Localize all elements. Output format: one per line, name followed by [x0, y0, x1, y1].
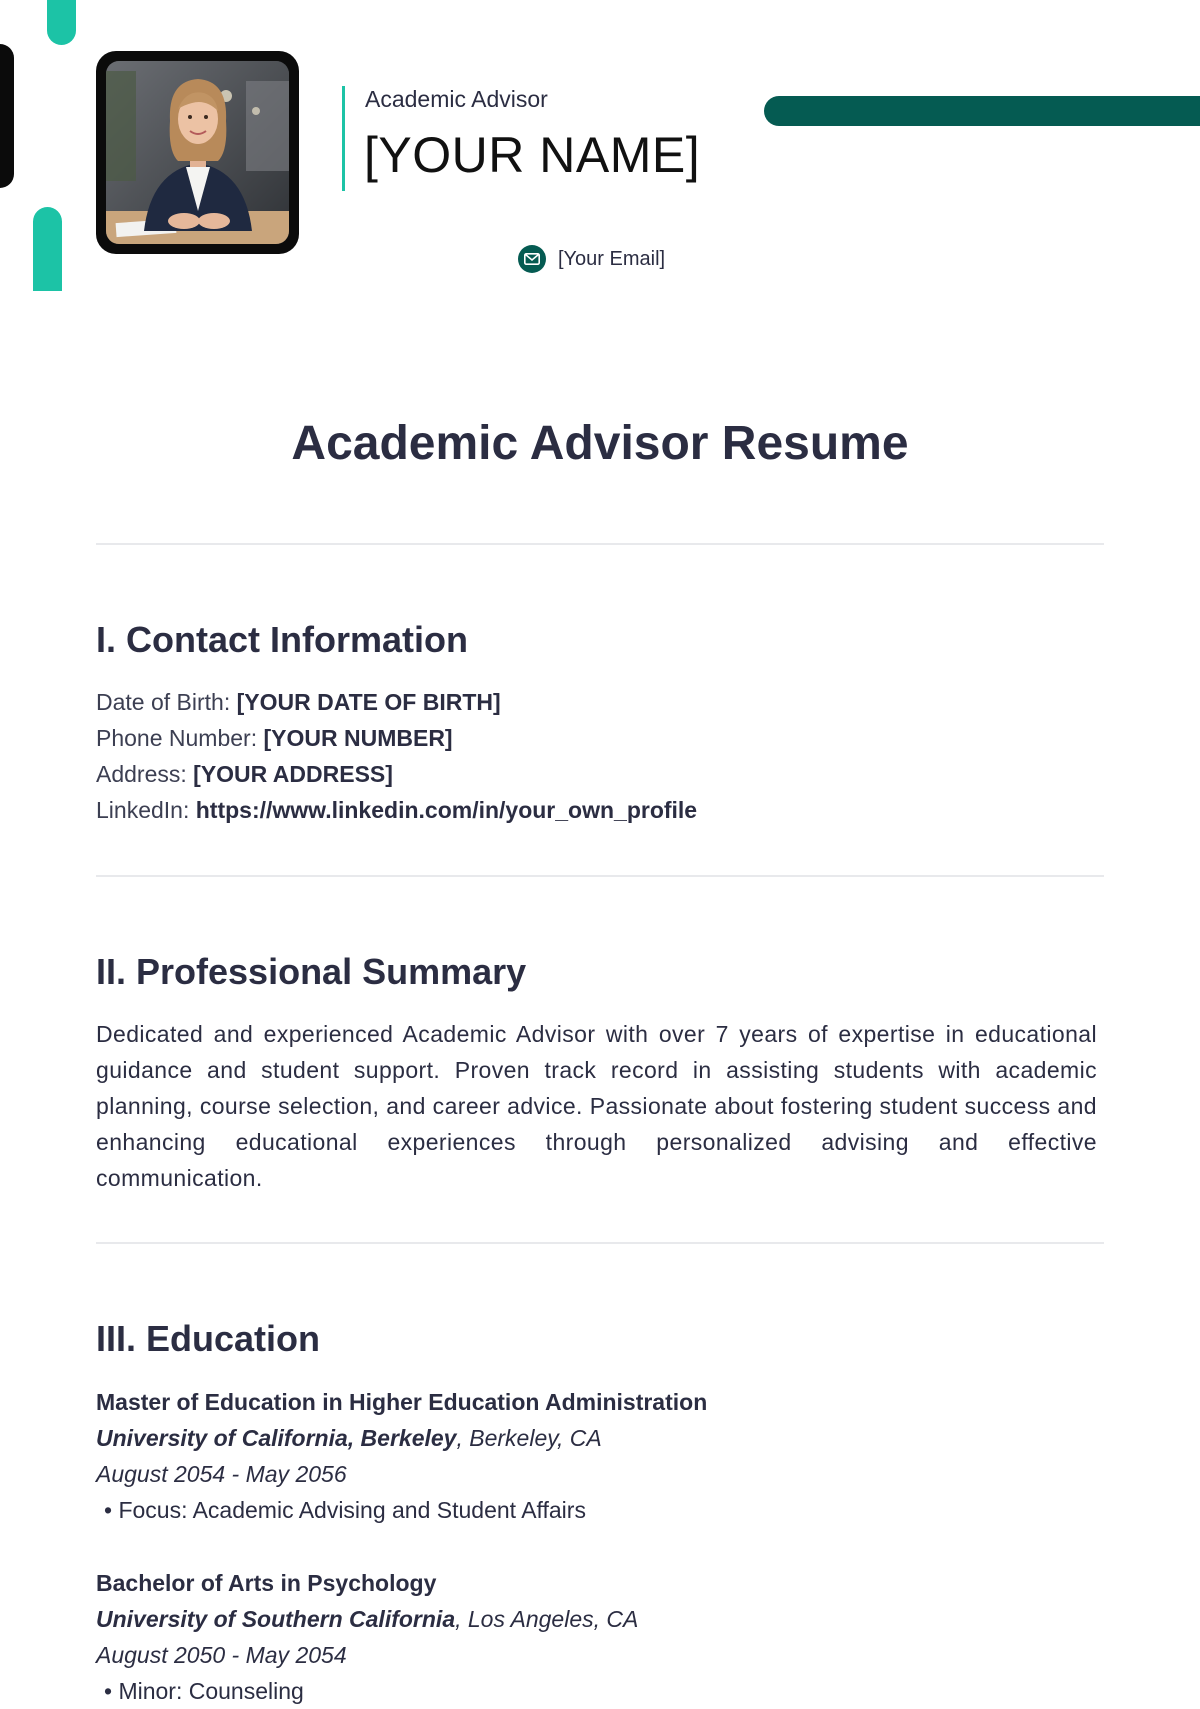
phone-label: Phone Number:	[96, 725, 258, 751]
resume-title: Academic Advisor Resume	[291, 417, 909, 470]
phone-value: [YOUR NUMBER]	[263, 725, 453, 751]
contact-info	[96, 684, 697, 828]
address-label: Address:	[96, 761, 187, 787]
decor-teal-tab-bottom	[33, 207, 62, 291]
linkedin-value: https://www.linkedin.com/in/your_own_profile	[195, 797, 698, 823]
decor-teal-tab-top	[47, 0, 76, 45]
university-name: University of California, Berkeley	[96, 1425, 457, 1451]
education-entry	[96, 1565, 638, 1709]
job-role: Academic Advisor	[365, 86, 548, 112]
candidate-name: [YOUR NAME]	[364, 127, 701, 183]
linkedin-line	[96, 792, 697, 828]
university-name: University of Southern California	[96, 1606, 456, 1632]
university-location: , Berkeley, CA	[456, 1425, 602, 1451]
profile-photo	[106, 61, 289, 244]
dob-line	[96, 684, 697, 720]
university-line	[96, 1420, 707, 1456]
university-line	[96, 1601, 638, 1637]
decor-black-tab-left	[0, 44, 14, 188]
section-divider	[96, 875, 1104, 877]
education-dates: August 2054 - May 2056	[96, 1461, 347, 1487]
education-detail: • Focus: Academic Advising and Student Affairs	[104, 1497, 586, 1523]
dob-value: [YOUR DATE OF BIRTH]	[236, 689, 501, 715]
education-entry	[96, 1384, 707, 1528]
address-line	[96, 756, 697, 792]
contact-heading: I. Contact Information	[96, 619, 468, 660]
education-detail: • Minor: Counseling	[104, 1678, 304, 1704]
address-value: [YOUR ADDRESS]	[193, 761, 393, 787]
degree: Bachelor of Arts in Psychology	[96, 1570, 437, 1596]
decor-header-bar	[764, 96, 1200, 126]
envelope-icon	[518, 245, 546, 273]
summary-text: Dedicated and experienced Academic Advisor with over 7 years of expertise in educational guidance and student support. Proven track record in assisting students with academic planning, course selection, and career advice. Passionate about fostering student success and enhancing educational experiences through personalized advising and effective communication.	[96, 1021, 1097, 1191]
section-divider	[96, 1242, 1104, 1244]
section-divider	[96, 543, 1104, 545]
education-heading: III. Education	[96, 1318, 321, 1359]
education-dates: August 2050 - May 2054	[96, 1642, 347, 1668]
phone-line	[96, 720, 697, 756]
degree: Master of Education in Higher Education Administration	[96, 1389, 708, 1415]
header-divider	[342, 86, 345, 191]
dob-label: Date of Birth:	[96, 689, 231, 715]
portrait-illustration	[106, 61, 289, 244]
summary-heading: II. Professional Summary	[96, 951, 527, 992]
profile-photo-frame	[96, 51, 299, 254]
email-text: [Your Email]	[558, 247, 666, 270]
linkedin-label: LinkedIn:	[96, 797, 190, 823]
university-location: , Los Angeles, CA	[455, 1606, 639, 1632]
email-contact	[518, 245, 665, 273]
